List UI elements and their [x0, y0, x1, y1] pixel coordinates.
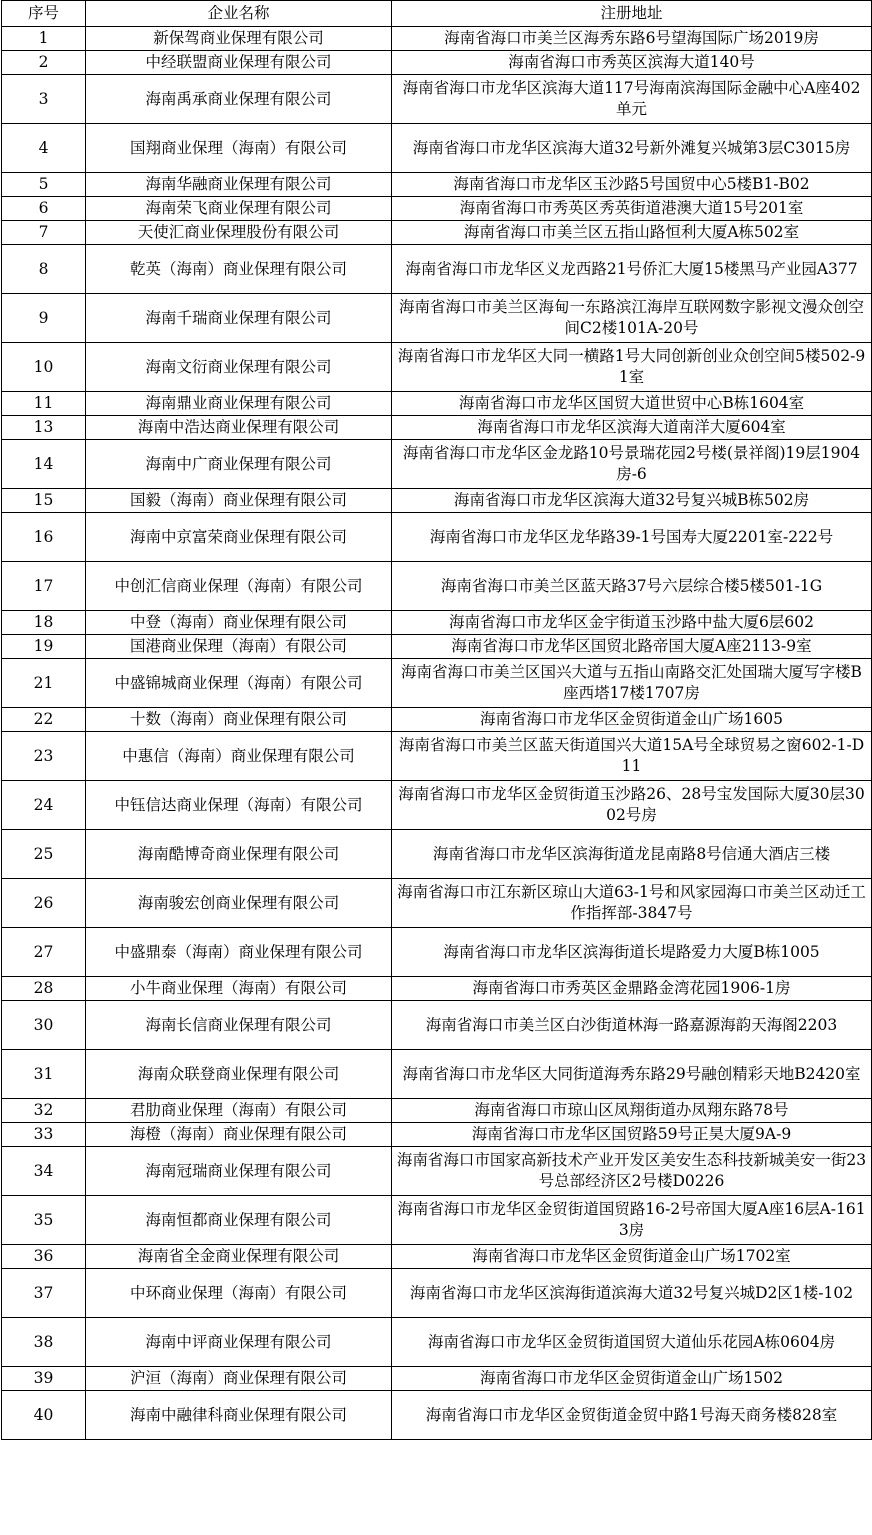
table-row [2, 416, 872, 440]
cell-address: 海南省海口市龙华区滨海大道117号海南滨海国际金融中心A座402单元 [392, 75, 872, 124]
cell-company-name: 中环商业保理（海南）有限公司 [86, 1269, 392, 1318]
cell-address: 海南省海口市琼山区凤翔街道办凤翔东路78号 [392, 1099, 872, 1123]
table-row [2, 294, 872, 343]
cell-index: 37 [2, 1269, 86, 1318]
cell-address: 海南省海口市龙华区玉沙路5号国贸中心5楼B1-B02 [392, 173, 872, 197]
cell-index: 1 [2, 27, 86, 51]
cell-index: 26 [2, 879, 86, 928]
cell-address: 海南省海口市美兰区蓝天路37号六层综合楼5楼501-1G [392, 562, 872, 611]
cell-address: 海南省海口市龙华区滨海大道32号新外滩复兴城第3层C3015房 [392, 124, 872, 173]
cell-company-name: 小牛商业保理（海南）有限公司 [86, 977, 392, 1001]
table-row [2, 392, 872, 416]
table-row [2, 513, 872, 562]
cell-company-name: 海南恒都商业保理有限公司 [86, 1196, 392, 1245]
cell-address: 海南省海口市龙华区金贸街道金山广场1605 [392, 708, 872, 732]
table-row [2, 489, 872, 513]
cell-company-name: 海南中融律科商业保理有限公司 [86, 1391, 392, 1440]
cell-address: 海南省海口市秀英区秀英街道港澳大道15号201室 [392, 197, 872, 221]
cell-address: 海南省海口市龙华区金贸街道金山广场1702室 [392, 1245, 872, 1269]
cell-index: 16 [2, 513, 86, 562]
table-row [2, 1245, 872, 1269]
table-row [2, 1001, 872, 1050]
cell-address: 海南省海口市龙华区滨海大道南洋大厦604室 [392, 416, 872, 440]
cell-index: 25 [2, 830, 86, 879]
table-row [2, 1391, 872, 1440]
cell-company-name: 海南众联登商业保理有限公司 [86, 1050, 392, 1099]
cell-index: 39 [2, 1367, 86, 1391]
cell-index: 27 [2, 928, 86, 977]
table-row [2, 221, 872, 245]
cell-index: 17 [2, 562, 86, 611]
cell-index: 9 [2, 294, 86, 343]
cell-address: 海南省海口市秀英区金鼎路金湾花园1906-1房 [392, 977, 872, 1001]
cell-index: 15 [2, 489, 86, 513]
cell-company-name: 中创汇信商业保理（海南）有限公司 [86, 562, 392, 611]
table-row [2, 1196, 872, 1245]
cell-index: 18 [2, 611, 86, 635]
cell-address: 海南省海口市龙华区滨海街道长堤路爱力大厦B栋1005 [392, 928, 872, 977]
table-row [2, 635, 872, 659]
cell-company-name: 中惠信（海南）商业保理有限公司 [86, 732, 392, 781]
cell-company-name: 天使汇商业保理股份有限公司 [86, 221, 392, 245]
cell-index: 10 [2, 343, 86, 392]
table-row [2, 830, 872, 879]
table-row [2, 1367, 872, 1391]
table-row [2, 928, 872, 977]
table-row [2, 1050, 872, 1099]
cell-company-name: 海南千瑞商业保理有限公司 [86, 294, 392, 343]
cell-address: 海南省海口市龙华区大同街道海秀东路29号融创精彩天地B2420室 [392, 1050, 872, 1099]
cell-address: 海南省海口市龙华区国贸北路帝国大厦A座2113-9室 [392, 635, 872, 659]
cell-address: 海南省海口市龙华区大同一横路1号大同创新创业众创空间5楼502-91室 [392, 343, 872, 392]
cell-address: 海南省海口市龙华区滨海大道32号复兴城B栋502房 [392, 489, 872, 513]
cell-index: 6 [2, 197, 86, 221]
cell-company-name: 海南鼎业商业保理有限公司 [86, 392, 392, 416]
cell-company-name: 沪洹（海南）商业保理有限公司 [86, 1367, 392, 1391]
table-row [2, 879, 872, 928]
table-row [2, 440, 872, 489]
table-row [2, 562, 872, 611]
cell-index: 34 [2, 1147, 86, 1196]
cell-index: 36 [2, 1245, 86, 1269]
cell-company-name: 国毅（海南）商业保理有限公司 [86, 489, 392, 513]
cell-company-name: 海南禹承商业保理有限公司 [86, 75, 392, 124]
cell-address: 海南省海口市龙华区金贸街道金山广场1502 [392, 1367, 872, 1391]
cell-index: 8 [2, 245, 86, 294]
cell-index: 4 [2, 124, 86, 173]
cell-company-name: 国翔商业保理（海南）有限公司 [86, 124, 392, 173]
table-row [2, 781, 872, 830]
cell-index: 11 [2, 392, 86, 416]
cell-address: 海南省海口市龙华区滨海街道滨海大道32号复兴城D2区1楼-102 [392, 1269, 872, 1318]
cell-company-name: 海南冠瑞商业保理有限公司 [86, 1147, 392, 1196]
cell-address: 海南省海口市龙华区金龙路10号景瑞花园2号楼(景祥阁)19层1904房-6 [392, 440, 872, 489]
table-row [2, 1099, 872, 1123]
cell-index: 33 [2, 1123, 86, 1147]
cell-address: 海南省海口市龙华区滨海街道龙昆南路8号信通大酒店三楼 [392, 830, 872, 879]
cell-company-name: 中盛鼎泰（海南）商业保理有限公司 [86, 928, 392, 977]
cell-index: 22 [2, 708, 86, 732]
cell-company-name: 海南中广商业保理有限公司 [86, 440, 392, 489]
table-row [2, 708, 872, 732]
cell-address: 海南省海口市龙华区金宇街道玉沙路中盐大厦6层602 [392, 611, 872, 635]
cell-company-name: 乾英（海南）商业保理有限公司 [86, 245, 392, 294]
cell-address: 海南省海口市龙华区金贸街道玉沙路26、28号宝发国际大厦30层3002号房 [392, 781, 872, 830]
header-address: 注册地址 [392, 1, 872, 27]
table-row [2, 27, 872, 51]
cell-address: 海南省海口市美兰区海秀东路6号望海国际广场2019房 [392, 27, 872, 51]
cell-index: 2 [2, 51, 86, 75]
table-row [2, 124, 872, 173]
cell-company-name: 中盛锦城商业保理（海南）有限公司 [86, 659, 392, 708]
cell-address: 海南省海口市龙华区金贸街道金贸中路1号海天商务楼828室 [392, 1391, 872, 1440]
table-row [2, 1318, 872, 1367]
header-row [2, 1, 872, 27]
table-row [2, 245, 872, 294]
cell-company-name: 海南荣飞商业保理有限公司 [86, 197, 392, 221]
cell-address: 海南省海口市龙华区国贸大道世贸中心B栋1604室 [392, 392, 872, 416]
cell-company-name: 十数（海南）商业保理有限公司 [86, 708, 392, 732]
cell-company-name: 海南省全金商业保理有限公司 [86, 1245, 392, 1269]
cell-address: 海南省海口市江东新区琼山大道63-1号和风家园海口市美兰区动迁工作指挥部-3847号 [392, 879, 872, 928]
cell-company-name: 新保驾商业保理有限公司 [86, 27, 392, 51]
table-row [2, 1123, 872, 1147]
cell-address: 海南省海口市国家高新技术产业开发区美安生态科技新城美安一街23号总部经济区2号楼D0226 [392, 1147, 872, 1196]
cell-index: 28 [2, 977, 86, 1001]
header-company-name: 企业名称 [86, 1, 392, 27]
cell-index: 40 [2, 1391, 86, 1440]
cell-address: 海南省海口市美兰区白沙街道林海一路嘉源海韵天海阁2203 [392, 1001, 872, 1050]
cell-index: 21 [2, 659, 86, 708]
cell-address: 海南省海口市龙华区义龙西路21号侨汇大厦15楼黑马产业园A377 [392, 245, 872, 294]
company-table [1, 0, 872, 1440]
cell-address: 海南省海口市秀英区滨海大道140号 [392, 51, 872, 75]
cell-address: 海南省海口市龙华区金贸街道国贸大道仙乐花园A栋0604房 [392, 1318, 872, 1367]
table-body [2, 27, 872, 1440]
cell-company-name: 中经联盟商业保理有限公司 [86, 51, 392, 75]
table-row [2, 173, 872, 197]
cell-company-name: 海南酷博奇商业保理有限公司 [86, 830, 392, 879]
cell-index: 19 [2, 635, 86, 659]
cell-company-name: 海橙（海南）商业保理有限公司 [86, 1123, 392, 1147]
cell-index: 14 [2, 440, 86, 489]
cell-company-name: 中钰信达商业保理（海南）有限公司 [86, 781, 392, 830]
cell-company-name: 海南长信商业保理有限公司 [86, 1001, 392, 1050]
cell-index: 30 [2, 1001, 86, 1050]
cell-index: 5 [2, 173, 86, 197]
table-row [2, 659, 872, 708]
table-row [2, 977, 872, 1001]
table-row [2, 343, 872, 392]
cell-index: 24 [2, 781, 86, 830]
cell-index: 31 [2, 1050, 86, 1099]
cell-company-name: 君肋商业保理（海南）有限公司 [86, 1099, 392, 1123]
cell-index: 38 [2, 1318, 86, 1367]
table-row [2, 197, 872, 221]
cell-company-name: 海南中评商业保理有限公司 [86, 1318, 392, 1367]
table-row [2, 1147, 872, 1196]
cell-address: 海南省海口市龙华区龙华路39-1号国寿大厦2201室-222号 [392, 513, 872, 562]
cell-company-name: 海南中京富荣商业保理有限公司 [86, 513, 392, 562]
cell-address: 海南省海口市美兰区五指山路恒利大厦A栋502室 [392, 221, 872, 245]
cell-company-name: 国港商业保理（海南）有限公司 [86, 635, 392, 659]
cell-index: 32 [2, 1099, 86, 1123]
cell-address: 海南省海口市美兰区海甸一东路滨江海岸互联网数字影视文漫众创空间C2楼101A-20号 [392, 294, 872, 343]
cell-company-name: 海南华融商业保理有限公司 [86, 173, 392, 197]
cell-index: 23 [2, 732, 86, 781]
table-row [2, 732, 872, 781]
cell-address: 海南省海口市龙华区国贸路59号正昊大厦9A-9 [392, 1123, 872, 1147]
table-row [2, 75, 872, 124]
cell-index: 3 [2, 75, 86, 124]
cell-index: 7 [2, 221, 86, 245]
cell-company-name: 海南文衍商业保理有限公司 [86, 343, 392, 392]
cell-index: 35 [2, 1196, 86, 1245]
table-row [2, 51, 872, 75]
header-index: 序号 [2, 1, 86, 27]
table-row [2, 1269, 872, 1318]
cell-address: 海南省海口市美兰区蓝天街道国兴大道15A号全球贸易之窗602-1-D11 [392, 732, 872, 781]
cell-index: 13 [2, 416, 86, 440]
cell-company-name: 中登（海南）商业保理有限公司 [86, 611, 392, 635]
cell-company-name: 海南中浩达商业保理有限公司 [86, 416, 392, 440]
table-row [2, 611, 872, 635]
cell-address: 海南省海口市龙华区金贸街道国贸路16-2号帝国大厦A座16层A-1613房 [392, 1196, 872, 1245]
cell-address: 海南省海口市美兰区国兴大道与五指山南路交汇处国瑞大厦写字楼B座西塔17楼1707房 [392, 659, 872, 708]
cell-company-name: 海南骏宏创商业保理有限公司 [86, 879, 392, 928]
